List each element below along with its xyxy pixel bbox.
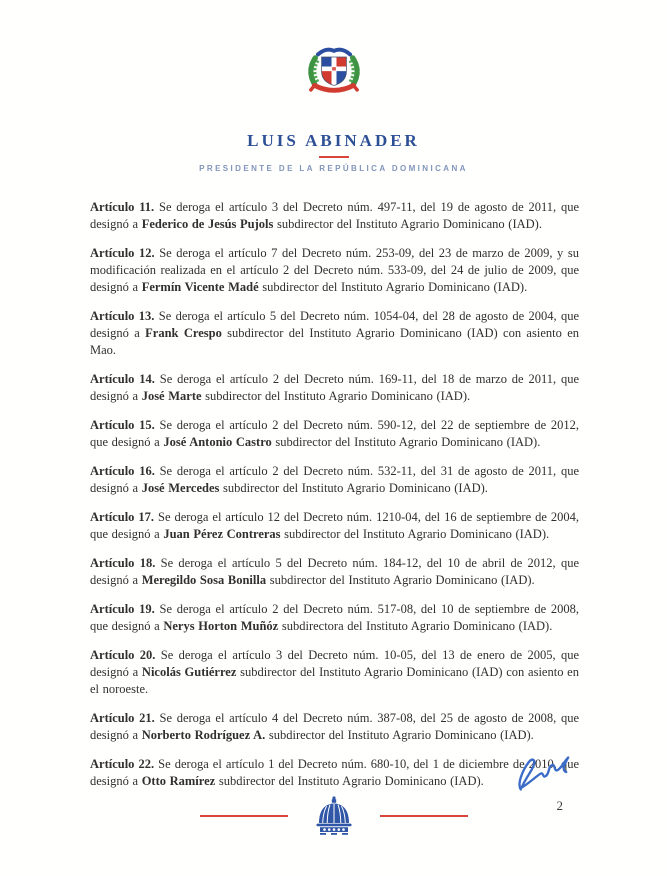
designee-name: Nicolás Gutiérrez — [141, 665, 237, 679]
signature-scribble-icon — [515, 750, 573, 796]
designee-name: Juan Pérez Contreras — [163, 527, 281, 541]
article-text: Se deroga el artículo 2 del Decreto núm. 517-08, del 10 de septiembre de 2008, que designó a — [90, 602, 579, 633]
article-text: Se deroga el artículo 12 del Decreto núm. 1210-04, del 16 de septiembre de 2004, que designó a — [90, 510, 579, 541]
article-text: subdirector del Instituto Agrario Dominicano (IAD). — [280, 527, 550, 541]
article-label: Artículo 19. — [90, 602, 155, 616]
article-label: Artículo 13. — [90, 309, 155, 323]
president-name: LUIS ABINADER — [247, 131, 420, 150]
article-paragraph — [90, 601, 579, 635]
article-paragraph — [90, 308, 579, 359]
article-paragraph — [90, 647, 579, 698]
article-paragraph — [90, 417, 579, 451]
article-text: Se deroga el artículo 7 del Decreto núm. 253-09, del 23 de marzo de 2009, y su modificación realizada en el artículo 2 del Decreto núm. 533-09, del 24 de julio de 2009, que designó a — [90, 246, 579, 294]
article-paragraph — [90, 199, 579, 233]
article-label: Artículo 15. — [90, 418, 155, 432]
article-label: Artículo 12. — [90, 246, 155, 260]
articles-section — [0, 199, 667, 790]
coat-of-arms-icon — [302, 40, 366, 106]
designee-name: José Marte — [141, 389, 202, 403]
article-paragraph — [90, 555, 579, 589]
article-text: Se deroga el artículo 3 del Decreto núm. 497-11, del 19 de agosto de 2011, que designó a — [90, 200, 580, 231]
article-text: Se deroga el artículo 1 del Decreto núm. 680-10, del 1 de diciembre de 2010, que designó a — [90, 757, 580, 788]
article-paragraph — [90, 509, 579, 543]
article-text: subdirectora del Instituto Agrario Dominicano (IAD). — [278, 619, 553, 633]
page-number: 2 — [556, 798, 563, 813]
article-text: Se deroga el artículo 4 del Decreto núm. 387-08, del 25 de agosto de 2008, que designó a — [90, 711, 579, 742]
article-paragraph — [90, 463, 579, 497]
article-paragraph — [90, 756, 579, 790]
designee-name: Frank Crespo — [145, 326, 222, 340]
article-text: Se deroga el artículo 3 del Decreto núm. 10-05, del 13 de enero de 2005, que designó a — [90, 648, 579, 679]
footer-line-right — [380, 815, 468, 817]
red-divider — [319, 156, 349, 158]
article-text: subdirector del Instituto Agrario Dominicano (IAD). — [266, 573, 535, 587]
article-text: subdirector del Instituto Agrario Dominicano (IAD) con asiento en el noroeste. — [90, 665, 579, 696]
article-label: Artículo 16. — [90, 464, 155, 478]
article-text: subdirector del Instituto Agrario Dominicano (IAD). — [219, 481, 488, 495]
footer-line-left — [200, 815, 288, 817]
designee-name: José Antonio Castro — [163, 435, 272, 449]
designee-name: Federico de Jesús Pujols — [141, 217, 274, 231]
article-text: subdirector del Instituto Agrario Dominicano (IAD). — [215, 774, 484, 788]
designee-name: José Mercedes — [141, 481, 220, 495]
article-paragraph — [90, 710, 579, 744]
palace-dome-icon — [314, 796, 354, 836]
designee-name: Nerys Horton Muñóz — [163, 619, 279, 633]
article-label: Artículo 17. — [90, 510, 155, 524]
article-text: Se deroga el artículo 2 del Decreto núm. 169-11, del 18 de marzo de 2011, que designó a — [90, 372, 580, 403]
article-text: subdirector del Instituto Agrario Dominicano (IAD). — [258, 280, 528, 294]
article-label: Artículo 21. — [90, 711, 155, 725]
article-text: Se deroga el artículo 2 del Decreto núm. 590-12, del 22 de septiembre de 2012, que designó a — [90, 418, 579, 449]
article-paragraph — [90, 371, 579, 405]
article-text: Se deroga el artículo 2 del Decreto núm. 532-11, del 31 de agosto de 2011, que designó a — [90, 464, 579, 495]
article-text: Se deroga el artículo 5 del Decreto núm. 184-12, del 10 de abril de 2012, que designó a — [90, 556, 579, 587]
article-label: Artículo 14. — [90, 372, 155, 386]
article-label: Artículo 11. — [90, 200, 155, 214]
article-text: subdirector del Instituto Agrario Dominicano (IAD). — [265, 728, 534, 742]
article-label: Artículo 18. — [90, 556, 156, 570]
article-text: subdirector del Instituto Agrario Dominicano (IAD). — [271, 435, 541, 449]
article-label: Artículo 20. — [90, 648, 156, 662]
designee-name: Norberto Rodríguez A. — [141, 728, 266, 742]
article-text: subdirector del Instituto Agrario Dominicano (IAD) con asiento en Mao. — [90, 326, 579, 357]
article-label: Artículo 22. — [90, 757, 155, 771]
designee-name: Otto Ramírez — [141, 774, 216, 788]
footer-ornament — [0, 796, 667, 836]
article-text: Se deroga el artículo 5 del Decreto núm. 1054-04, del 28 de agosto de 2004, que designó a — [90, 309, 579, 340]
article-text: subdirector del Instituto Agrario Dominicano (IAD). — [201, 389, 471, 403]
article-paragraph — [90, 245, 579, 296]
letterhead — [0, 0, 667, 173]
designee-name: Meregildo Sosa Bonilla — [141, 573, 267, 587]
article-text: subdirector del Instituto Agrario Dominicano (IAD). — [273, 217, 542, 231]
designee-name: Fermín Vicente Madé — [141, 280, 259, 294]
president-subtitle: PRESIDENTE DE LA REPÚBLICA DOMINICANA — [199, 164, 468, 173]
